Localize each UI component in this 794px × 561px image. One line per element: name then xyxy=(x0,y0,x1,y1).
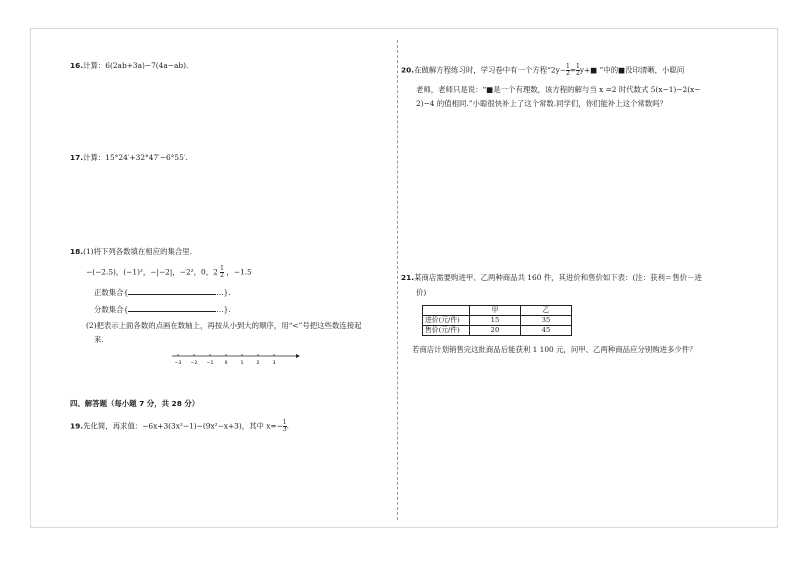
question-20-line1: 20.在做解方程练习时，学习卷中有一个方程“2y− $\frac{1}{2}$ = $\frac{1}{2}$ y+■ ”中的■没印清晰，小聪问 xyxy=(401,63,685,77)
tick-label: −2 xyxy=(190,361,198,366)
fraction: $\frac{1}{3}$ xyxy=(282,419,287,433)
tick-label: −3 xyxy=(174,361,182,366)
question-number: 19. xyxy=(70,421,84,431)
question-20-line2: 老师，老师只是说：“■是一个有理数，该方程的解与当 x =2 时代数式 5(x−1)−2(x− xyxy=(416,85,701,94)
tick-label: 0 xyxy=(224,361,228,366)
part2-line1: (2)把表示上面各数的点画在数轴上，再按从小到大的顺序，用“<”号把这些数连接起 xyxy=(86,321,362,330)
table-cell: 进价(元/件) xyxy=(423,316,470,326)
question-number: 21. xyxy=(401,273,415,282)
table-row xyxy=(423,316,572,326)
table-header-cell: 甲 xyxy=(470,306,521,316)
question-20-line3: 2)−4 的值相同.”小聪很快补上了这个常数.同学们，你们能补上这个常数吗？ xyxy=(416,99,668,108)
tick-label: 3 xyxy=(272,361,276,366)
table-cell: 20 xyxy=(470,326,521,336)
question-18 xyxy=(70,246,192,258)
table-header-row xyxy=(423,306,572,316)
table-cell: 45 xyxy=(521,326,572,336)
section-4-title: 四、解答题（每小题 7 分，共 28 分） xyxy=(70,399,200,408)
number-list: −(−2.5)，(−1)²，−|−2|，−2²，0，2 $\frac{1}{2}$ ，−1.5 xyxy=(86,265,252,279)
question-21-question: 若商店计划销售完这批商品后能获利 1 100 元，问甲、乙两种商品应分别购进多少件？ xyxy=(412,345,697,354)
table-cell: 售价(元/件) xyxy=(423,326,470,336)
question-number: 20. xyxy=(401,65,415,75)
fraction-set: 分数集合{ …}. xyxy=(94,305,231,314)
question-21-line1: 21.某商店需要购进甲、乙两种商品共 160 件，其进价和售价如下表：(注：获利＝售价－进 xyxy=(401,273,702,282)
tick-label: 1 xyxy=(240,361,244,366)
positive-set-blank[interactable] xyxy=(128,286,216,295)
table-header-cell: 乙 xyxy=(521,306,572,316)
table-cell: 35 xyxy=(521,316,572,326)
question-21-line2: 价) xyxy=(416,288,427,297)
tick-label: −1 xyxy=(206,361,214,366)
part2-line2: 来. xyxy=(94,335,104,344)
question-number: 16. xyxy=(70,61,84,70)
table-row xyxy=(423,326,572,336)
fraction: $\frac{1}{2}$ xyxy=(220,265,224,279)
question-19: 19.先化简，再求值：−6x+3(3x²−1)−(9x²−x+3)，其中 x=− $\frac{1}{3}$ . xyxy=(70,419,289,433)
table-header-cell xyxy=(423,306,470,316)
price-table xyxy=(422,305,572,336)
question-number: 17. xyxy=(70,153,84,162)
question-text: 计算：6(2ab+3a)−7(4a−ab). xyxy=(83,61,189,70)
question-text: (1)将下列各数填在相应的集合里. xyxy=(83,247,192,256)
table-cell: 15 xyxy=(470,316,521,326)
question-number: 18. xyxy=(70,247,84,256)
column-divider xyxy=(397,40,398,520)
question-16 xyxy=(70,60,188,72)
question-text: 计算：15°24′+32°47′−6°55′. xyxy=(83,153,188,162)
tick-label: 2 xyxy=(256,361,260,366)
axis-arrow xyxy=(296,354,300,358)
question-17 xyxy=(70,152,188,164)
number-line xyxy=(170,350,300,370)
fraction-set-blank[interactable] xyxy=(128,303,216,312)
positive-set: 正数集合{ …}. xyxy=(94,288,231,297)
